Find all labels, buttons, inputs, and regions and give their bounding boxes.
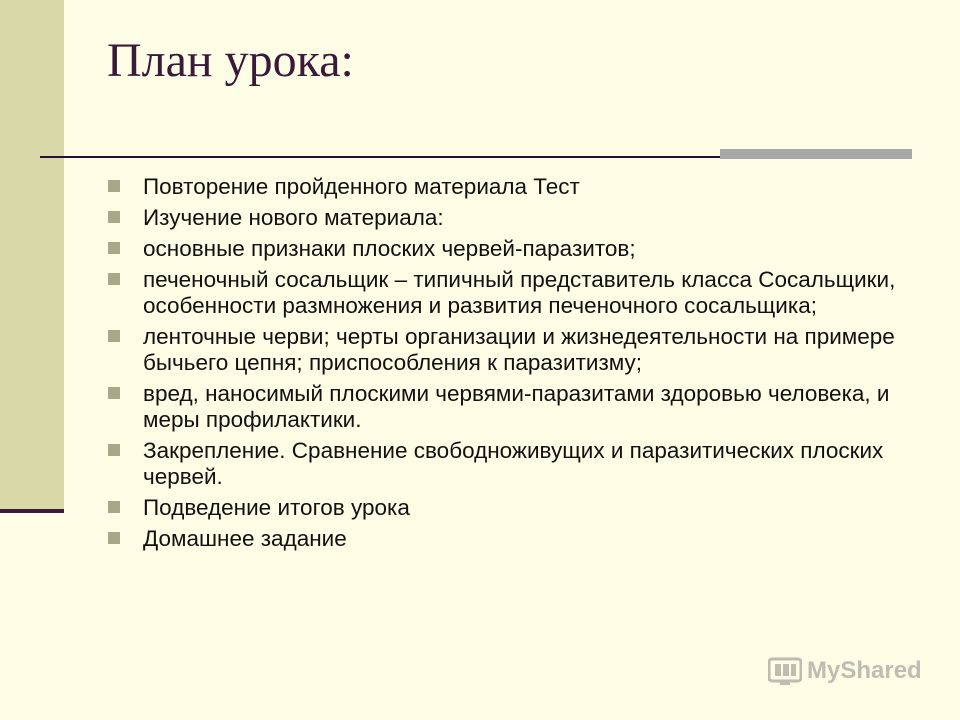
bullet-item-tapeworms bbox=[108, 324, 908, 376]
bullet-text: Подведение итогов урока bbox=[143, 495, 410, 520]
square-bullet-icon bbox=[108, 444, 120, 456]
bullet-item-liver-fluke bbox=[108, 267, 908, 319]
square-bullet-icon bbox=[108, 211, 120, 223]
watermark-text: MyShared bbox=[807, 657, 922, 684]
bullet-item-summary bbox=[108, 495, 908, 521]
bullet-item-harm-prevention bbox=[108, 381, 908, 433]
bullet-text: Повторение пройденного материала Тест bbox=[143, 174, 580, 199]
title-divider-accent bbox=[720, 149, 912, 159]
bullet-text: вред, наносимый плоскими червями-паразитами здоровью человека, и меры профилактики. bbox=[143, 381, 890, 432]
square-bullet-icon bbox=[108, 387, 120, 399]
bullet-text: Изучение нового материала: bbox=[143, 205, 444, 230]
bullet-item-features bbox=[108, 236, 908, 262]
myshared-logo-icon bbox=[768, 656, 802, 686]
bullet-text: основные признаки плоских червей-паразитов; bbox=[143, 236, 636, 261]
square-bullet-icon bbox=[108, 501, 120, 513]
slide-title: План урока: bbox=[107, 34, 354, 87]
bullet-item-review bbox=[108, 174, 908, 200]
bullet-item-homework bbox=[108, 526, 908, 552]
bullet-text: печеночный сосальщик – типичный представитель класса Сосальщики, особенности размножения и развития печеночного сосальщика; bbox=[143, 267, 896, 318]
myshared-watermark bbox=[768, 656, 922, 686]
left-decor-underline bbox=[0, 509, 64, 513]
bullet-item-consolidation bbox=[108, 438, 908, 490]
square-bullet-icon bbox=[108, 532, 120, 544]
bullet-item-new-material bbox=[108, 205, 908, 231]
bullet-text: ленточные черви; черты организации и жизнедеятельности на примере бычьего цепня; приспособления к паразитизму; bbox=[143, 324, 895, 375]
bullet-text: Закрепление. Сравнение свободноживущих и паразитических плоских червей. bbox=[143, 438, 884, 489]
square-bullet-icon bbox=[108, 273, 120, 285]
left-decor-band bbox=[0, 0, 64, 511]
square-bullet-icon bbox=[108, 242, 120, 254]
square-bullet-icon bbox=[108, 180, 120, 192]
bullet-list bbox=[108, 174, 908, 557]
square-bullet-icon bbox=[108, 330, 120, 342]
bullet-text: Домашнее задание bbox=[143, 526, 347, 551]
